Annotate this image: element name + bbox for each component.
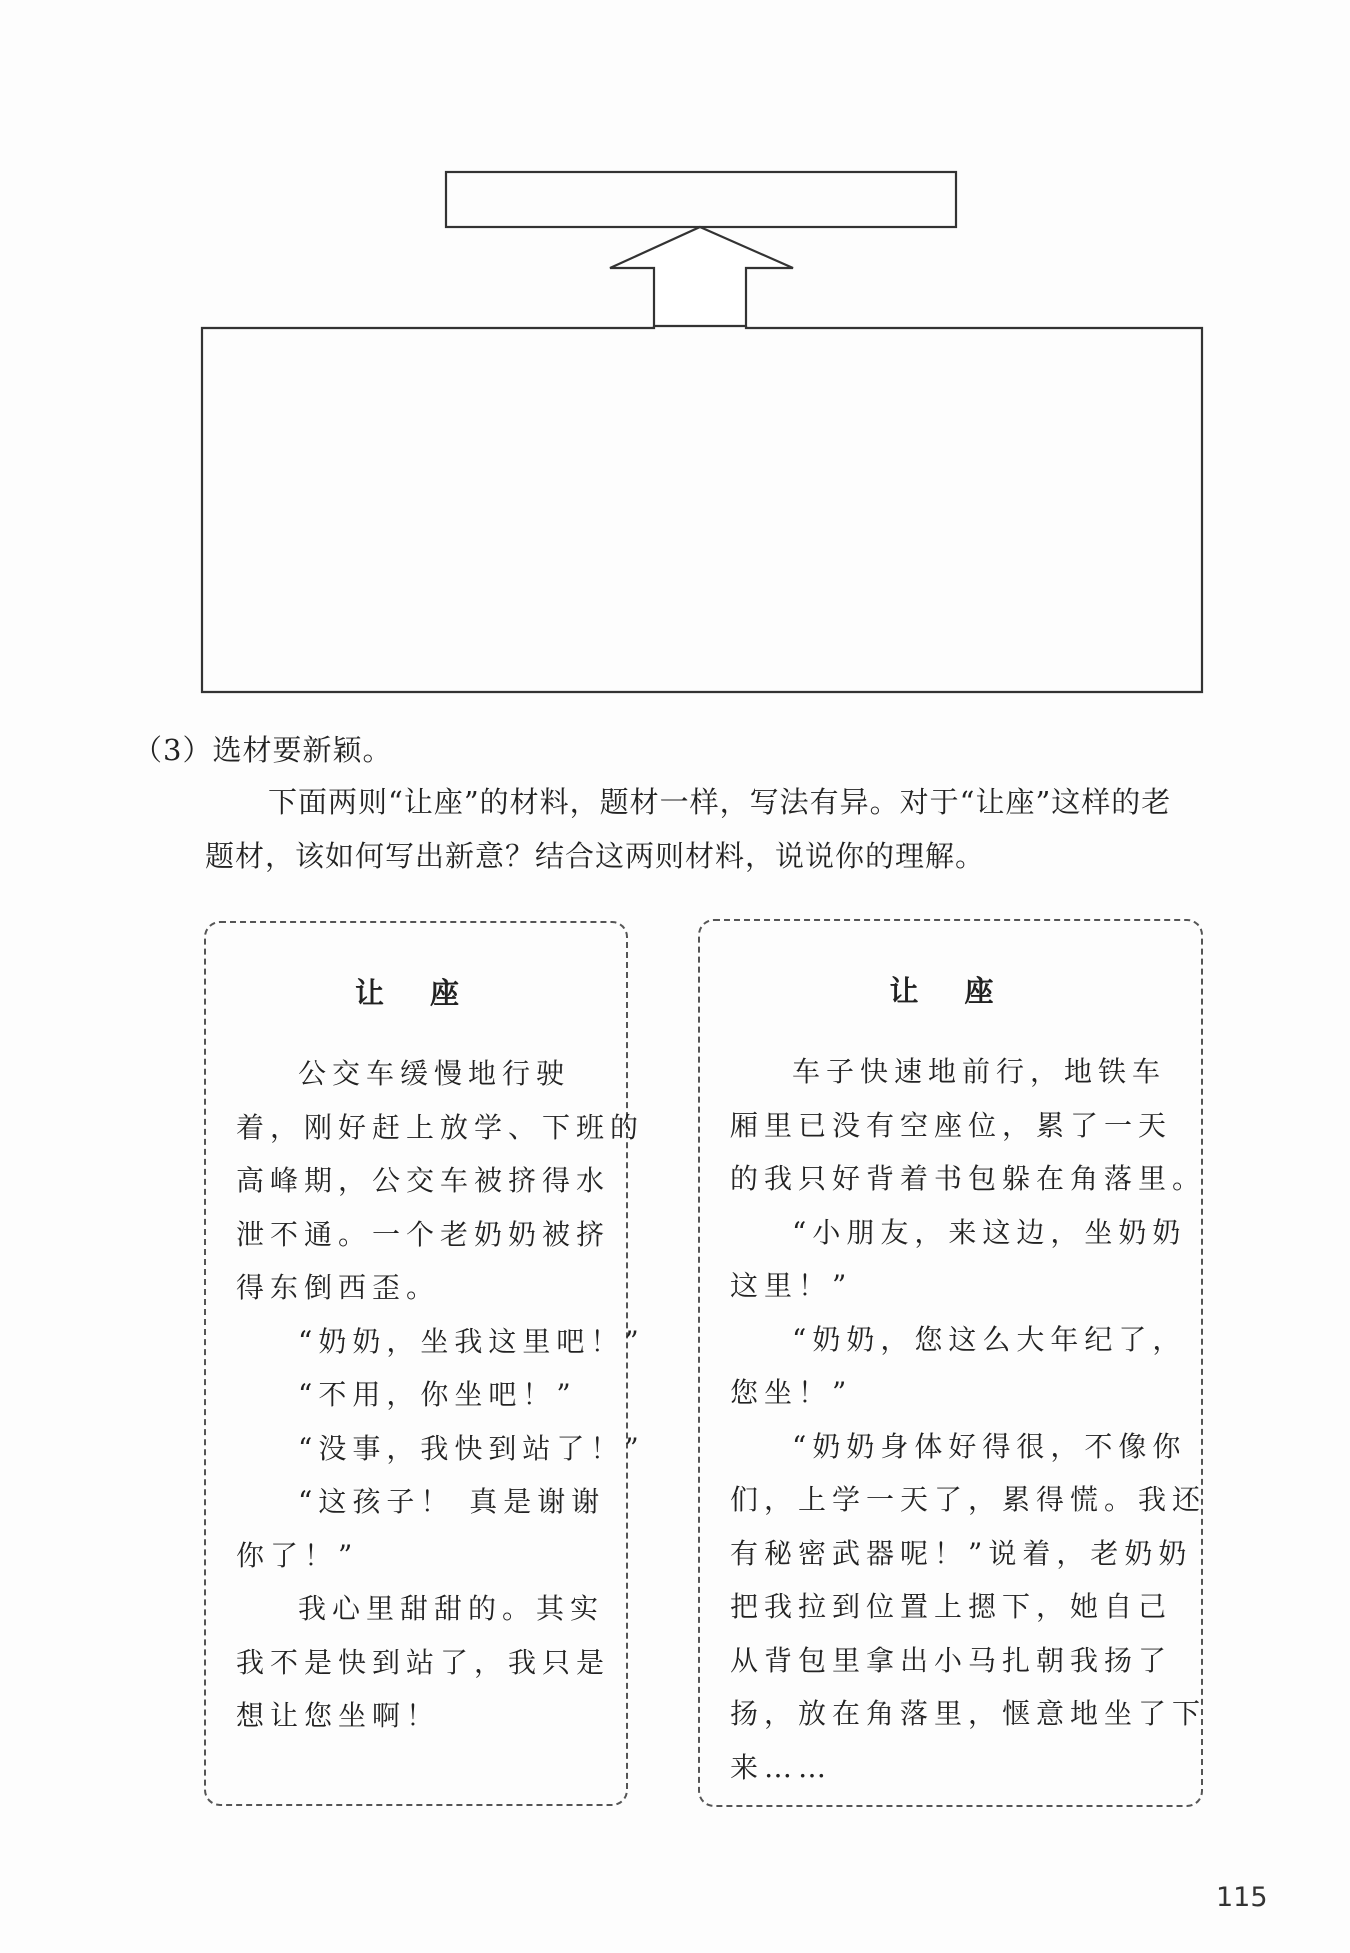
diagram-arrow bbox=[610, 227, 793, 326]
section-heading: （3）选材要新颖。 bbox=[133, 733, 393, 767]
story-line: “奶奶，坐我这里吧！” bbox=[298, 1324, 645, 1358]
story-line: 高峰期，公交车被挤得水 bbox=[236, 1164, 611, 1197]
story-line: “奶奶身体好得很，不像你 bbox=[792, 1429, 1187, 1463]
intro-paragraph bbox=[205, 775, 1205, 883]
story-title: 让 座 bbox=[354, 976, 478, 1010]
story-line: 你了！” bbox=[236, 1538, 359, 1572]
page-number: 115 bbox=[1216, 1882, 1268, 1913]
diagram-top-box[interactable] bbox=[446, 172, 956, 227]
story-line: 公交车缓慢地行驶 bbox=[298, 1057, 571, 1090]
story-line: 着，刚好赶上放学、下班的 bbox=[236, 1110, 645, 1144]
story-line: 把我拉到位置上摁下，她自己 bbox=[730, 1590, 1173, 1623]
story-line: “这孩子！ 真是谢谢 bbox=[298, 1485, 606, 1518]
story-line: “小朋友，来这边，坐奶奶 bbox=[792, 1215, 1187, 1249]
story-line: 有秘密武器呢！”说着，老奶奶 bbox=[730, 1536, 1193, 1570]
story-line: 们，上学一天了，累得慌。我还 bbox=[730, 1483, 1207, 1516]
story-line: 得东倒西歪。 bbox=[236, 1271, 441, 1304]
diagram-bottom-box[interactable] bbox=[202, 326, 1202, 692]
story-line: 来…… bbox=[730, 1750, 833, 1784]
story-line: 这里！” bbox=[730, 1269, 853, 1302]
story-line: “奶奶，您这么大年纪了， bbox=[792, 1322, 1187, 1356]
intro-line: 题材，该如何写出新意？结合这两则材料，说说你的理解。 bbox=[205, 839, 986, 873]
story-card-left bbox=[204, 921, 645, 1806]
story-line: 我心里甜甜的。其实 bbox=[298, 1592, 605, 1625]
story-body bbox=[236, 1047, 645, 1743]
story-line: 泄不通。一个老奶奶被挤 bbox=[236, 1217, 611, 1251]
story-card-right bbox=[698, 919, 1207, 1807]
story-line: 的我只好背着书包躲在角落里。 bbox=[730, 1162, 1207, 1195]
diagram bbox=[0, 0, 1350, 720]
story-line: 从背包里拿出小马扎朝我扬了 bbox=[730, 1643, 1173, 1677]
story-line: 您坐！” bbox=[730, 1376, 853, 1409]
story-line: 厢里已没有空座位，累了一天 bbox=[730, 1108, 1173, 1142]
story-line: “不用，你坐吧！” bbox=[298, 1378, 577, 1411]
story-line: “没事，我快到站了！” bbox=[298, 1431, 645, 1465]
intro-line: 下面两则“让座”的材料，题材一样，写法有异。对于“让座”这样的老 bbox=[268, 785, 1172, 819]
story-body bbox=[730, 1045, 1207, 1794]
story-line: 我不是快到站了，我只是 bbox=[236, 1645, 611, 1679]
story-title: 让 座 bbox=[889, 974, 1012, 1008]
story-line: 想让您坐啊！ bbox=[236, 1699, 441, 1732]
story-line: 扬，放在角落里，惬意地坐了下 bbox=[730, 1697, 1207, 1730]
story-line: 车子快速地前行，地铁车 bbox=[792, 1055, 1167, 1088]
